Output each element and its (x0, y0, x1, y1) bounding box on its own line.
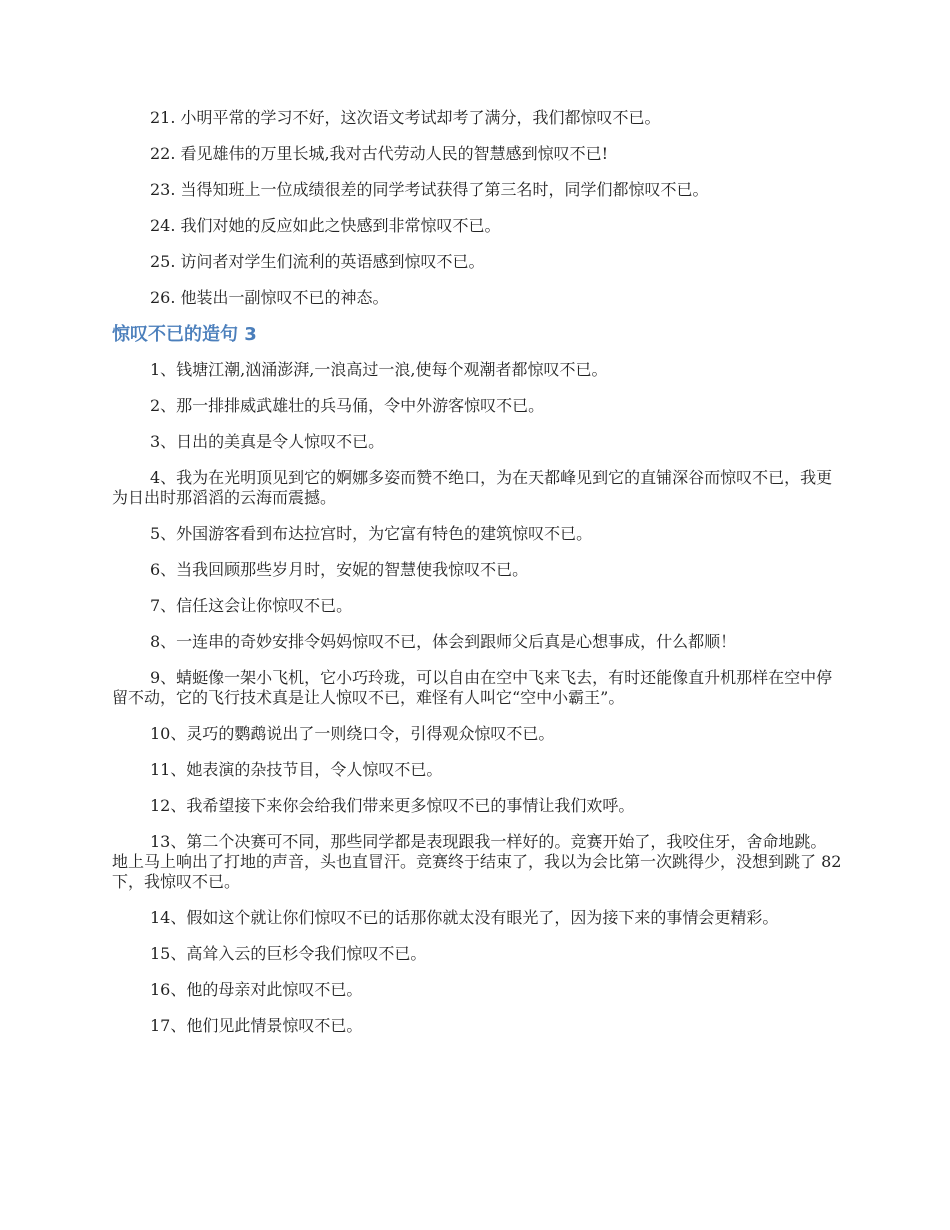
sentence-22: 22. 看见雄伟的万里长城,我对古代劳动人民的智慧感到惊叹不已! (150, 144, 609, 163)
sentence-9: 9、蜻蜓像一架小飞机，它小巧玲珑，可以自由在空中飞来飞去，有时还能像直升机那样在空中停留不动，它的飞行技术真是让人惊叹不已，难怪有人叫它“空中小霸王”。 (112, 668, 833, 707)
sentence-25: 25. 访问者对学生们流利的英语感到惊叹不已。 (150, 252, 485, 271)
sentence-13: 13、第二个决赛可不同，那些同学都是表现跟我一样好的。竞赛开始了，我咬住牙，舍命地跳。地上马上响出了打地的声音，头也直冒汗。竞赛终于结束了，我以为会比第一次跳得少，没想到跳了 82 下，我惊叹不已。 (112, 832, 842, 891)
sentence-4: 4、我为在光明顶见到它的婀娜多姿而赞不绝口，为在天都峰见到它的直铺深谷而惊叹不已，我更为日出时那滔滔的云海而震撼。 (112, 468, 833, 507)
sentence-1: 1、钱塘江潮,汹涌澎湃,一浪高过一浪,使每个观潮者都惊叹不已。 (150, 360, 608, 379)
sentence-6: 6、当我回顾那些岁月时，安妮的智慧使我惊叹不已。 (150, 560, 529, 579)
sentence-10: 10、灵巧的鹦鹉说出了一则绕口令，引得观众惊叹不已。 (150, 724, 555, 743)
document-page (112, 108, 842, 1052)
sentence-17: 17、他们见此情景惊叹不已。 (150, 1016, 363, 1035)
sentence-5: 5、外国游客看到布达拉宫时，为它富有特色的建筑惊叹不已。 (150, 524, 593, 543)
sentence-26: 26. 他装出一副惊叹不已的神态。 (150, 288, 389, 307)
section-heading: 惊叹不已的造句 3 (112, 324, 257, 345)
sentence-8: 8、一连串的奇妙安排令妈妈惊叹不已，体会到跟师父后真是心想事成，什么都顺！ (150, 632, 737, 651)
sentence-7: 7、信任这会让你惊叹不已。 (150, 596, 353, 615)
sentence-24: 24. 我们对她的反应如此之快感到非常惊叹不已。 (150, 216, 501, 235)
sentence-21: 21. 小明平常的学习不好，这次语文考试却考了满分，我们都惊叹不已。 (150, 108, 661, 127)
sentence-11: 11、她表演的杂技节目，令人惊叹不已。 (150, 760, 443, 779)
sentence-16: 16、他的母亲对此惊叹不已。 (150, 980, 363, 999)
sentence-23: 23. 当得知班上一位成绩很差的同学考试获得了第三名时，同学们都惊叹不已。 (150, 180, 709, 199)
sentence-2: 2、那一排排威武雄壮的兵马俑，令中外游客惊叹不已。 (150, 396, 545, 415)
sentence-12: 12、我希望接下来你会给我们带来更多惊叹不已的事情让我们欢呼。 (150, 796, 635, 815)
sentence-3: 3、日出的美真是令人惊叹不已。 (150, 432, 385, 451)
sentence-14: 14、假如这个就让你们惊叹不已的话那你就太没有眼光了，因为接下来的事情会更精彩。 (150, 908, 779, 927)
sentence-15: 15、高耸入云的巨杉令我们惊叹不已。 (150, 944, 427, 963)
